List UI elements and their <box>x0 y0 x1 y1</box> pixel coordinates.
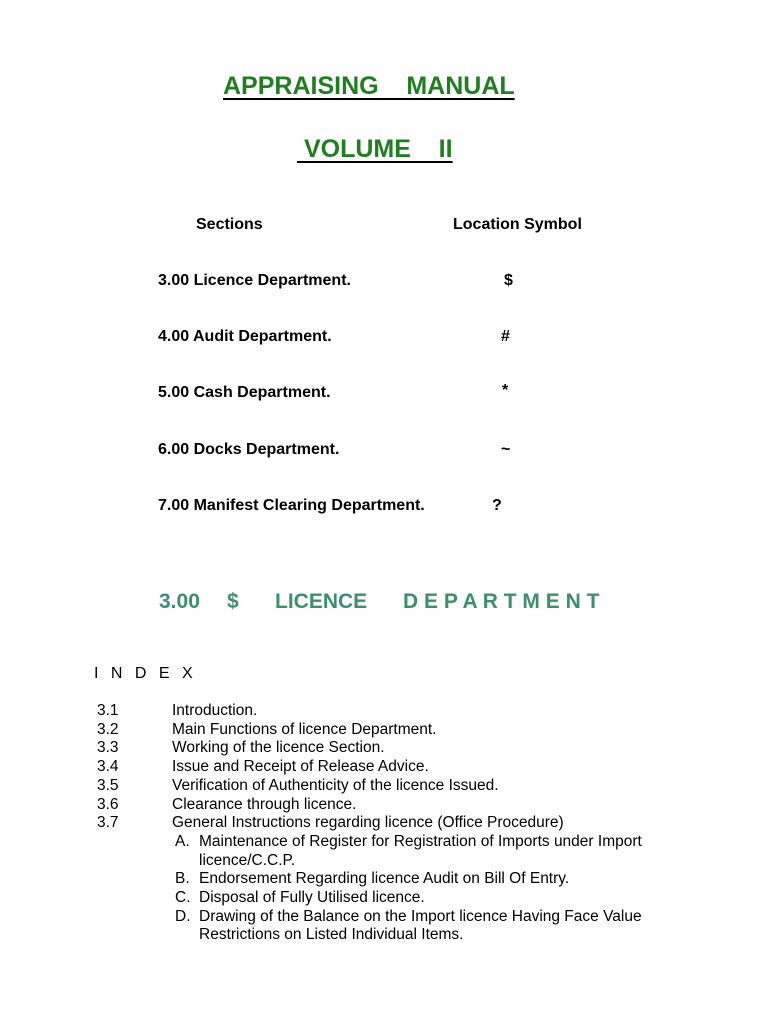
index-item <box>97 814 717 833</box>
index-item-text: Working of the licence Section. <box>172 739 385 757</box>
index-heading: I N D E X <box>94 665 197 682</box>
section-row-symbol: ? <box>492 497 502 514</box>
column-header-sections: Sections <box>196 216 263 233</box>
index-item-text: Clearance through licence. <box>172 795 357 813</box>
index-subitem-text: Drawing of the Balance on the Import licence Having Face Value Restrictions on Listed Individual Items. <box>199 907 642 944</box>
index-item-number: 3.5 <box>97 776 119 794</box>
index-item-number: 3.3 <box>97 739 119 757</box>
index-item <box>97 796 717 815</box>
section-row-symbol: * <box>502 382 509 399</box>
section-row-symbol: ~ <box>501 441 511 458</box>
index-item <box>97 758 717 777</box>
index-subitem-letter: B. <box>175 870 190 888</box>
section-row-name: 3.00 Licence Department. <box>158 272 351 289</box>
department-word-department: D E P A R T M E N T <box>403 590 600 613</box>
volume-title: VOLUME II <box>297 135 453 163</box>
department-number: 3.00 <box>159 590 200 613</box>
index-subitem-letter: D. <box>175 907 191 925</box>
index-item-text: Issue and Receipt of Release Advice. <box>172 758 429 776</box>
department-symbol: $ <box>227 590 239 613</box>
section-row-name: 5.00 Cash Department. <box>158 384 331 401</box>
index-item-number: 3.6 <box>97 795 119 813</box>
index-item-number: 3.4 <box>97 758 119 776</box>
column-header-location-symbol: Location Symbol <box>453 216 582 233</box>
index-item-text: General Instructions regarding licence (Office Procedure) <box>172 814 564 832</box>
index-item-number: 3.2 <box>97 720 119 738</box>
index-subitem-text: Maintenance of Register for Registration of Imports under Import licence/C.C.P. <box>199 832 642 869</box>
department-word-licence: LICENCE <box>275 590 368 613</box>
index-subitem-text: Disposal of Fully Utilised licence. <box>199 889 425 907</box>
index-item <box>97 721 717 740</box>
section-row-symbol: # <box>501 328 510 345</box>
index-subitem-letter: C. <box>175 889 191 907</box>
index-list <box>97 702 717 945</box>
section-row-name: 4.00 Audit Department. <box>158 328 332 345</box>
index-item <box>97 777 717 796</box>
index-sublist <box>175 833 710 945</box>
section-row-symbol: $ <box>504 272 513 289</box>
index-subitem <box>175 833 710 870</box>
index-item <box>97 739 717 758</box>
index-item-number: 3.7 <box>97 814 119 832</box>
index-item-text: Main Functions of licence Department. <box>172 720 437 738</box>
index-subitem <box>175 870 710 889</box>
index-subitem <box>175 908 710 945</box>
index-subitem-letter: A. <box>175 832 190 850</box>
section-row-name: 6.00 Docks Department. <box>158 441 340 458</box>
index-item <box>97 702 717 721</box>
index-item-number: 3.1 <box>97 702 119 719</box>
index-subitem <box>175 889 710 908</box>
index-item-text: Verification of Authenticity of the licence Issued. <box>172 776 499 794</box>
section-row-name: 7.00 Manifest Clearing Department. <box>158 497 425 514</box>
index-item-text: Introduction. <box>172 702 258 719</box>
document-title: APPRAISING MANUAL <box>223 72 515 100</box>
index-subitem-text: Endorsement Regarding licence Audit on Bill Of Entry. <box>199 870 570 888</box>
